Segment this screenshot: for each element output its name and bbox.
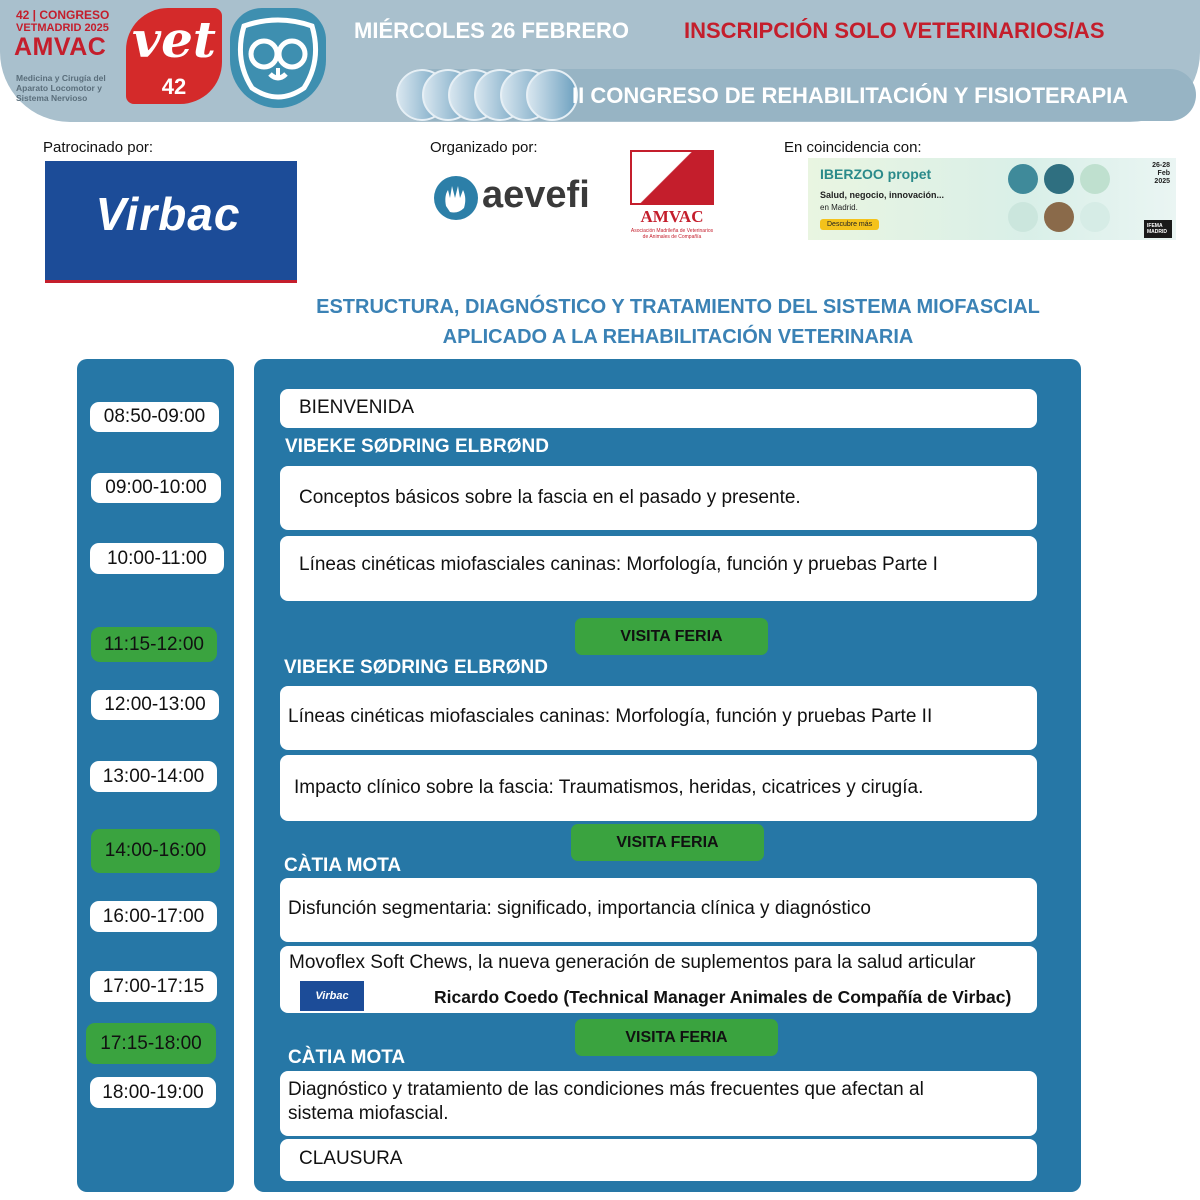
vet42-logo (126, 8, 222, 104)
sponsor-session-title: Movoflex Soft Chews, la nueva generación de suplementos para la salud articular (289, 952, 976, 973)
speaker-name: VIBEKE SØDRING ELBRØND (285, 436, 549, 457)
time-slot: 09:00-10:00 (91, 473, 221, 503)
iberzoo-propet-banner[interactable] (808, 158, 1176, 240)
virbac-sponsor-logo (45, 161, 297, 283)
section-title: ESTRUCTURA, DIAGNÓSTICO Y TRATAMIENTO DEL SISTEMA MIOFASCIAL APLICADO A LA REHABILITACIÓN VETERINARIA (316, 296, 1040, 348)
ifema-logo: IFEMA MADRID (1144, 220, 1172, 238)
vet-logo-number: 42 (161, 74, 187, 99)
speaker-name: VIBEKE SØDRING ELBRØND (284, 657, 548, 678)
virbac-small-logo: Virbac (300, 981, 364, 1011)
session-card (280, 755, 1037, 821)
fair-visit-badge: VISITA FERIA (575, 1019, 778, 1056)
session-card (280, 466, 1037, 530)
break-time-slot: 11:15-12:00 (91, 627, 217, 662)
coincidence-label: En coincidencia con: (784, 139, 922, 156)
pet-photo-icon (1080, 164, 1110, 194)
speaker-name: CÀTIA MOTA (284, 855, 402, 876)
sponsor-speaker: Ricardo Coedo (Technical Manager Animales de Compañía de Virbac) (434, 987, 1012, 1007)
congress-organizer: AMVAC (14, 33, 107, 61)
session-card (280, 686, 1037, 750)
time-slot: 17:00-17:15 (90, 971, 217, 1002)
discover-more-button[interactable]: Descubre más (820, 219, 879, 230)
congress-edition: 42 | CONGRESO (16, 8, 110, 22)
amvac-emblem (630, 150, 714, 205)
welcome-card (280, 389, 1037, 428)
session-title: Disfunción segmentaria: significado, importancia clínica y diagnóstico (288, 898, 871, 919)
decorative-ring (526, 69, 578, 121)
aevefi-logo (434, 172, 609, 222)
pet-photo-icon (1044, 164, 1074, 194)
amvac-logo (628, 150, 716, 245)
pet-photo-icon (1044, 202, 1074, 232)
time-slot: 08:50-09:00 (90, 402, 219, 432)
congress-title-strip (396, 69, 1196, 121)
session-title: Líneas cinéticas miofasciales caninas: Morfología, función y pruebas Parte II (288, 706, 933, 727)
closing-card (280, 1139, 1037, 1181)
sponsor-session-card (280, 946, 1037, 1013)
time-slot: 18:00-19:00 (90, 1077, 216, 1108)
vet-logo-word: vet (132, 10, 216, 69)
session-title: Conceptos básicos sobre la fascia en el pasado y presente. (299, 487, 801, 508)
closing-label: CLAUSURA (299, 1148, 403, 1169)
sponsored-by-label: Patrocinado por: (43, 139, 154, 156)
congress-event: VETMADRID 2025 (16, 22, 109, 34)
fair-dates: 26-28 Feb 2025 (1152, 162, 1170, 185)
iberzoo-city: en Madrid. (820, 203, 858, 212)
speaker-name: CÀTIA MOTA (288, 1047, 406, 1068)
organized-by-label: Organizado por: (430, 139, 538, 156)
congress-title: II CONGRESO DE REHABILITACIÓN Y FISIOTERAPIA (572, 83, 1129, 108)
session-title: Líneas cinéticas miofasciales caninas: Morfología, función y pruebas Parte I (299, 554, 938, 575)
break-time-slot: 14:00-16:00 (91, 829, 220, 873)
time-slot: 16:00-17:00 (90, 901, 217, 932)
animal-face-logo (230, 8, 326, 108)
paw-hand-icon (434, 176, 478, 220)
session-title-line1: Diagnóstico y tratamiento de las condiciones más frecuentes que afectan al (288, 1079, 924, 1100)
session-card (280, 1071, 1037, 1136)
break-time-slot: 17:15-18:00 (86, 1023, 216, 1064)
iberzoo-logo: IBERZOO propet (820, 166, 932, 182)
event-date: MIÉRCOLES 26 FEBRERO (354, 18, 630, 43)
virbac-logo-text: Virbac (95, 188, 241, 240)
session-card (280, 878, 1037, 942)
iberzoo-slogan: Salud, negocio, innovación... (820, 190, 945, 200)
time-slot: 10:00-11:00 (90, 543, 224, 574)
fair-visit-badge: VISITA FERIA (575, 618, 768, 655)
fair-visit-badge: VISITA FERIA (571, 824, 764, 861)
time-slot: 12:00-13:00 (91, 690, 219, 720)
welcome-label: BIENVENIDA (299, 397, 415, 418)
session-card (280, 536, 1037, 601)
session-title-line2: sistema miofascial. (288, 1103, 449, 1124)
hand-icon (434, 176, 478, 220)
aevefi-logo-text: aevefi (482, 174, 590, 216)
pet-photo-icon (1080, 202, 1110, 232)
animal-face-icon (230, 8, 326, 108)
congress-subtitle: Medicina y Cirugía del Aparato Locomotor y Sistema Nervioso (16, 73, 106, 103)
time-slot: 13:00-14:00 (90, 761, 217, 792)
session-title: Impacto clínico sobre la fascia: Traumatismos, heridas, cicatrices y cirugía. (294, 777, 924, 798)
header-band (0, 0, 1200, 122)
pet-photo-icon (1008, 164, 1038, 194)
pet-photo-icon (1008, 202, 1038, 232)
registration-notice: INSCRIPCIÓN SOLO VETERINARIOS/AS (684, 18, 1105, 43)
amvac-logo-text: AMVAC (640, 207, 704, 226)
amvac-logo-subtitle: Asociación Madrileña de Veterinarios de Animales de Compañía (630, 228, 714, 240)
